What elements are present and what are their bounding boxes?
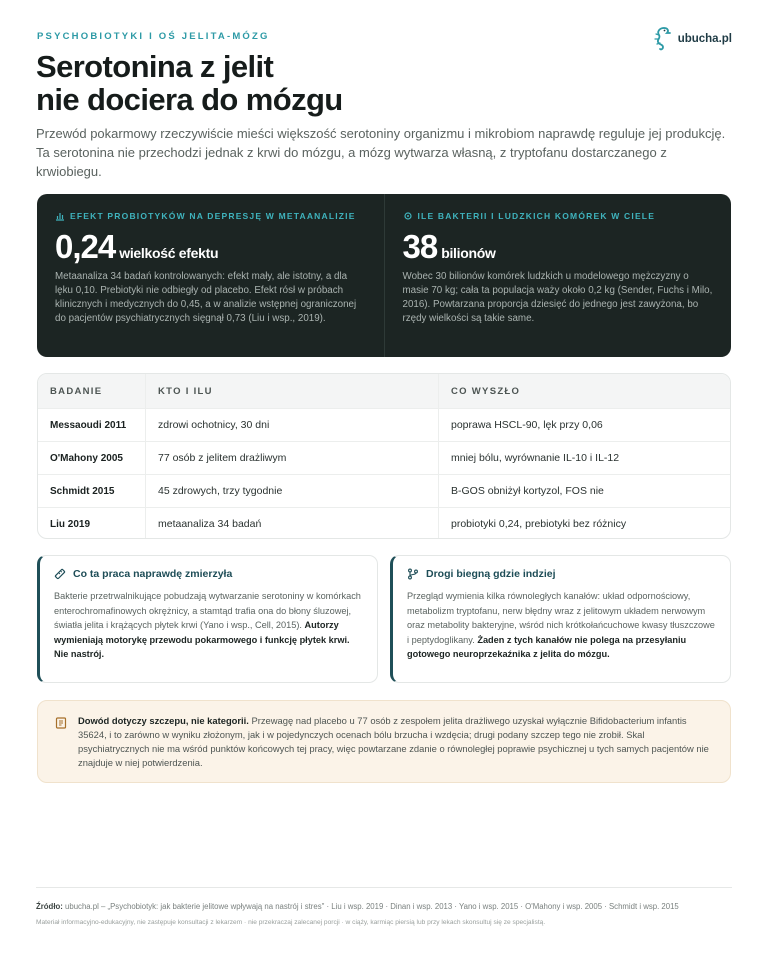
card-emphasis: Autorzy wymieniają motorykę przewodu pokarmowego i funkcję płytek krwi. Nie nastrój. bbox=[54, 620, 350, 659]
stat-value bbox=[403, 229, 714, 265]
stat-label-text: EFEKT PROBIOTYKÓW NA DEPRESJĘ W METAANALIZIE bbox=[70, 211, 356, 221]
note-emphasis: Dowód dotyczy szczepu, nie kategorii. bbox=[78, 715, 249, 726]
footer bbox=[36, 887, 732, 926]
card-title: Drogi biegną gdzie indziej bbox=[426, 568, 556, 580]
source-text: ubucha.pl – „Psychobiotyk: jak bakterie jelitowe wpływają na nastrój i stres" · Liu i wsp. 2019 · Dinan i wsp. 2013 · Yano i wsp. 2015 · O'Mahony i wsp. 2005 · Schmidt i wsp. 2015 bbox=[65, 902, 679, 911]
table-cell: Liu 2019 bbox=[50, 518, 91, 530]
stat-number: 38 bbox=[402, 228, 438, 265]
card-pathways bbox=[390, 555, 731, 683]
table-header-cell: KTO I ILU bbox=[145, 374, 438, 408]
card-what-measured bbox=[37, 555, 378, 683]
stat-label bbox=[55, 211, 366, 221]
card-header bbox=[407, 568, 716, 580]
table-row bbox=[38, 408, 730, 441]
source-label: Źródło: bbox=[36, 902, 63, 911]
card-text: Przegląd wymienia kilka równoległych kanałów: układ odpornościowy, metabolizm tryptofanu, nerw błędny wraz z jelitowym układem nerwowym oraz metabolity bakteryjne, wśród nich krótkołańcuchowe kwasy tłuszczowe i peptydoglikany. bbox=[407, 591, 715, 645]
table-cell: 77 osób z jelitem drażliwym bbox=[145, 442, 438, 474]
table-cell: O'Mahony 2005 bbox=[50, 452, 123, 464]
stat-value bbox=[55, 229, 366, 265]
disclaimer: Materiał informacyjno-edukacyjny, nie zastępuje konsultacji z lekarzem · nie przekraczaj zalecanej porcji · w ciąży, karmiąc piersią lub przy lekach skonsultuj się ze specjalistą. bbox=[36, 918, 546, 926]
table-cell: Messaoudi 2011 bbox=[50, 419, 127, 431]
stat-label-text: ILE BAKTERII I LUDZKICH KOMÓREK W CIELE bbox=[417, 211, 656, 221]
stat-effect-size bbox=[37, 194, 384, 357]
table-cell: probiotyki 0,24, prebiotyki bez różnicy bbox=[438, 508, 730, 539]
card-text: Bakterie przetrwalnikujące pobudzają wytwarzanie serotoniny w komórkach enterochromafinowych okrężnicy, a stamtąd trafia ona do błony śluzowej, światła jelita i krążących płytek krwi (Yano i wsp., Cell, 2015). bbox=[54, 591, 361, 630]
stat-unit: bilionów bbox=[441, 245, 496, 261]
card-title: Co ta praca naprawdę zmierzyła bbox=[73, 568, 233, 580]
card-body bbox=[407, 589, 716, 662]
table-row bbox=[38, 474, 730, 507]
bar-chart-icon bbox=[55, 211, 65, 221]
table-row bbox=[38, 507, 730, 539]
card-header bbox=[54, 568, 363, 580]
stat-number: 0,24 bbox=[55, 228, 116, 265]
title-line-2: nie dociera do mózgu bbox=[36, 82, 343, 117]
table-cell: mniej bólu, wyrównanie IL-10 i IL-12 bbox=[438, 442, 730, 474]
table-cell: B-GOS obniżył kortyzol, FOS nie bbox=[438, 475, 730, 507]
stat-description: Wobec 30 bilionów komórek ludzkich u modelowego mężczyzny o masie 70 kg; cała ta populacja waży około 0,2 kg (Sender, Fuchs i Milo, 2016). Powtarzana proporcja dziesięć do jednego jest zawyżona, bo rzędy wielkości są takie same. bbox=[402, 271, 713, 324]
note-body: Przewagę nad placebo u 77 osób z zespołem jelita drażliwego uzyskał wyłącznie Bifidobacterium infantis 35624, i to zarówno w wyniku złożonym, jak i w pojedynczych ocenach bólu brzucha i wzdęcia; drugi podany szczep tego nie zrobił. Skal psychiatrycznych nie ma wśród punktów końcowych tej pracy, więc powtarzane zdanie o równoległej poprawie psychicznej u tych samych pacjentów nie znajduje w niej potwierdzenia. bbox=[78, 715, 709, 768]
lead-paragraph: Przewód pokarmowy rzeczywiście mieści większość serotoniny organizmu i mikrobiom naprawdę reguluje jej produkcję. Ta serotonina nie przechodzi jednak z krwi do mózgu, a mózg wytwarza własną, z tryptofanu dostarczanego z krwiobiegu. bbox=[36, 126, 726, 179]
branch-icon bbox=[407, 568, 419, 580]
stat-unit: wielkość efektu bbox=[119, 245, 219, 261]
note-text bbox=[78, 714, 714, 770]
ruler-icon bbox=[54, 568, 66, 580]
stat-cell-count bbox=[384, 194, 732, 357]
page-title bbox=[36, 50, 596, 116]
table-cell: 45 zdrowych, trzy tygodnie bbox=[145, 475, 438, 507]
bacteria-icon bbox=[403, 211, 413, 221]
stats-panel bbox=[37, 194, 731, 357]
logo[interactable] bbox=[653, 26, 732, 52]
card-body bbox=[54, 589, 363, 662]
table-cell: Schmidt 2015 bbox=[50, 485, 115, 497]
logo-text: ubucha.pl bbox=[677, 33, 732, 45]
table-cell: zdrowi ochotnicy, 30 dni bbox=[145, 409, 438, 441]
table-cell: metaanaliza 34 badań bbox=[145, 508, 438, 539]
seahorse-logo-icon bbox=[653, 26, 673, 52]
strain-note bbox=[37, 700, 731, 783]
table-header-cell: CO WYSZŁO bbox=[438, 374, 730, 408]
table-header-cell: BADANIE bbox=[50, 385, 103, 397]
stat-description: Metaanaliza 34 badań kontrolowanych: efekt mały, ale istotny, a dla lęku 0,10. Prebiotyki nie odbiegły od placebo. Efekt rósł w próbach klinicznych i medycznych do 0,45, a w analizie wstępnej ograniczonej do pacjentów psychiatrycznych sięgnął 0,73 (Liu i wsp., 2019). bbox=[55, 271, 357, 324]
stat-label bbox=[403, 211, 714, 221]
document-icon bbox=[55, 717, 67, 729]
title-line-1: Serotonina z jelit bbox=[36, 49, 274, 84]
kicker: PSYCHOBIOTYKI I OŚ JELITA-MÓZG bbox=[37, 31, 270, 42]
table-header-row bbox=[38, 374, 730, 408]
studies-table bbox=[37, 373, 731, 539]
card-emphasis: Żaden z tych kanałów nie polega na przesyłaniu gotowego neuroprzekaźnika z jelita do mózgu. bbox=[407, 634, 687, 659]
table-cell: poprawa HSCL-90, lęk przy 0,06 bbox=[438, 409, 730, 441]
source-line bbox=[36, 901, 732, 913]
table-row bbox=[38, 441, 730, 474]
